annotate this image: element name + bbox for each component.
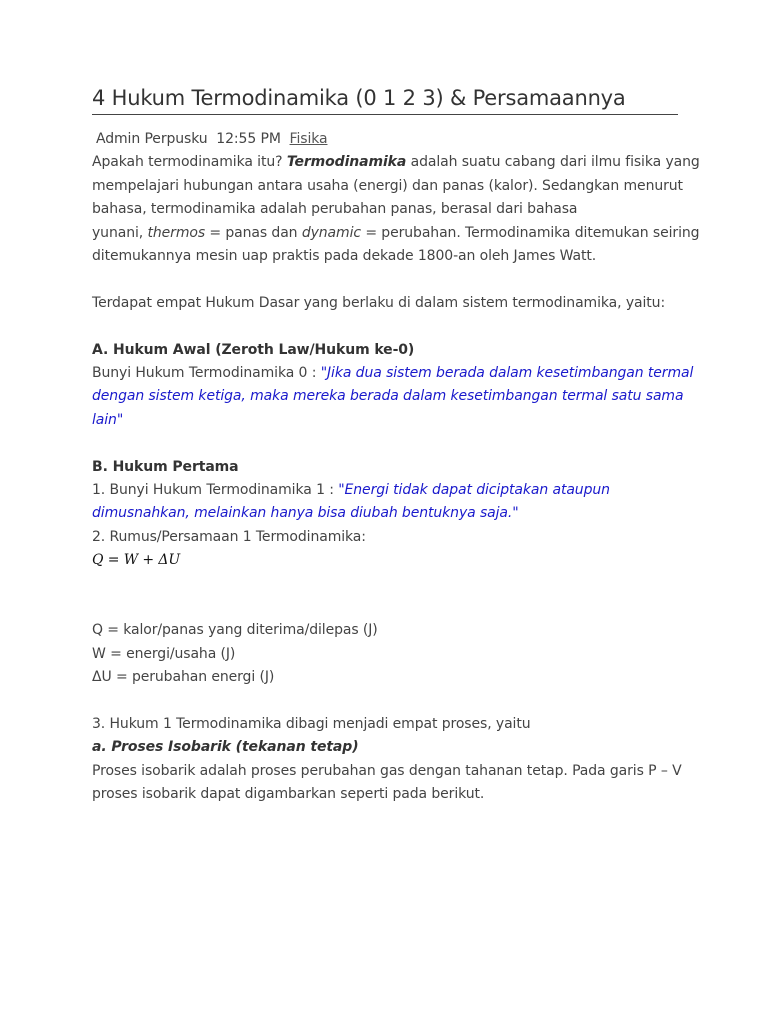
intro-text: = perubahan. Termodinamika ditemukan seiring bbox=[360, 224, 700, 241]
intro-line bbox=[92, 222, 700, 245]
subsection-title: . Proses Isobarik (tekanan tetap) bbox=[101, 739, 359, 756]
article-body bbox=[92, 128, 700, 807]
intro-term: Termodinamika bbox=[286, 154, 407, 171]
section-b-item bbox=[92, 479, 678, 502]
paragraph-line: proses isobarik dapat digambarkan seperti pada berikut. bbox=[92, 786, 485, 803]
spacer bbox=[92, 432, 678, 455]
summary-text: Terdapat empat Hukum Dasar yang berlaku di dalam sistem termodinamika, yaitu: bbox=[92, 294, 666, 311]
equation: Q = W + ΔU bbox=[92, 552, 181, 569]
section-a-heading: A. Hukum Awal (Zeroth Law/Hukum ke-0) bbox=[92, 341, 415, 358]
law-lead: Bunyi Hukum Termodinamika 0 : bbox=[92, 365, 321, 382]
term-thermos: thermos bbox=[147, 224, 206, 241]
intro-text: adalah suatu cabang dari ilmu fisika yang bbox=[406, 154, 700, 171]
intro-line: mempelajari hubungan antara usaha (energi) dan panas (kalor). Sedangkan menurut bbox=[92, 177, 683, 194]
intro-text: yunani, bbox=[92, 224, 148, 241]
author-name: Admin Perpusku bbox=[96, 131, 208, 147]
intro-line bbox=[92, 151, 700, 174]
subsection-prefix: a bbox=[92, 739, 102, 756]
law-quote: "Energi tidak dapat diciptakan ataupun bbox=[338, 482, 610, 499]
definition: ΔU = perubahan energi (J) bbox=[92, 669, 275, 686]
spacer bbox=[92, 268, 678, 291]
spacer bbox=[92, 573, 678, 620]
law-quote: dimusnahkan, melainkan hanya bisa diubah bentuknya saja." bbox=[92, 505, 519, 522]
spacer bbox=[92, 315, 678, 338]
law-lead: 1. Bunyi Hukum Termodinamika 1 : bbox=[92, 482, 339, 499]
section-a-line bbox=[92, 362, 694, 385]
law-quote: dengan sistem ketiga, maka mereka berada dalam kesetimbangan termal satu sama bbox=[92, 388, 684, 405]
post-meta bbox=[92, 128, 678, 151]
law-quote: "Jika dua sistem berada dalam kesetimbangan termal bbox=[320, 365, 694, 382]
article bbox=[92, 80, 700, 807]
intro-text: Apakah termodinamika itu? bbox=[92, 154, 287, 171]
subsection-heading bbox=[92, 736, 678, 759]
definition: Q = kalor/panas yang diterima/dilepas (J) bbox=[92, 622, 378, 639]
term-dynamic: dynamic bbox=[301, 224, 361, 241]
section-b-item: 3. Hukum 1 Termodinamika dibagi menjadi empat proses, yaitu bbox=[92, 716, 531, 733]
paragraph-line: Proses isobarik adalah proses perubahan gas dengan tahanan tetap. Pada garis P – V bbox=[92, 762, 682, 779]
intro-line: ditemukannya mesin uap praktis pada dekade 1800-an oleh James Watt. bbox=[92, 248, 597, 265]
spacer bbox=[92, 690, 678, 713]
post-time: 12:55 PM bbox=[216, 131, 281, 147]
intro-line: bahasa, termodinamika adalah perubahan panas, berasal dari bahasa bbox=[92, 201, 578, 218]
intro-text: = panas dan bbox=[205, 224, 302, 241]
definition: W = energi/usaha (J) bbox=[92, 645, 236, 662]
section-b-item: 2. Rumus/Persamaan 1 Termodinamika: bbox=[92, 528, 366, 545]
law-quote: lain" bbox=[92, 411, 124, 428]
page-title: 4 Hukum Termodinamika (0 1 2 3) & Persamaannya bbox=[92, 80, 678, 115]
section-b-heading: B. Hukum Pertama bbox=[92, 458, 239, 475]
category-link[interactable]: Fisika bbox=[289, 131, 328, 147]
